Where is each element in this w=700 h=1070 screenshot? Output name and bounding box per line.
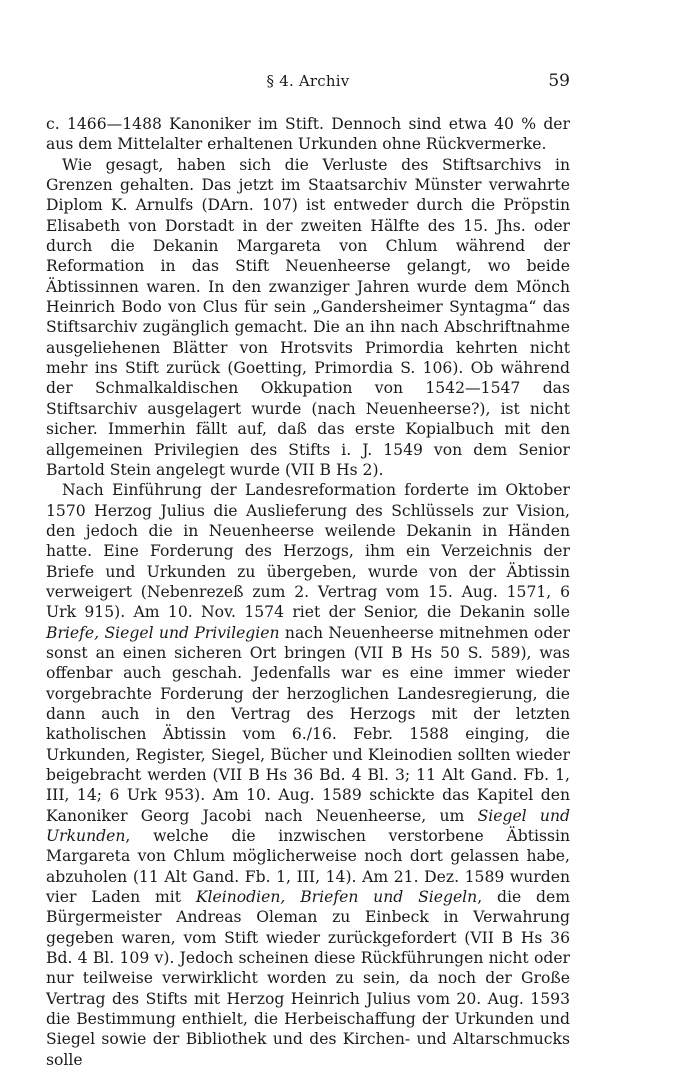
- text-run: Nach Einführung der Landesreformation forderte im Oktober 1570 Herzog Julius die Auslieferung des Schlüssels zur Vision, den jedoch die in Neuenheerse weilende Dekanin in Händen hatte. Eine Forderung des Herzogs, ihm ein Verzeichnis der Briefe und Urkunden zu übergeben, wurde von der Äbtissin verweigert (Nebenrezeß zum 2. Vertrag vom 15. Aug. 1571, 6 Urk 915). Am 10. Nov. 1574 riet der Senior, die Dekanin solle: [46, 481, 570, 622]
- italic-phrase: Kleinodien, Briefen und Siegeln: [195, 888, 478, 907]
- italic-phrase: Siegel und Urkunden: [46, 806, 570, 846]
- text-run: , die dem Bürgermeister Andreas Oleman zu Einbeck in Verwahrung gegeben waren, vom Stift wieder zurückgefordert (VII B Hs 36 Bd. 4 Bl. 109 v). Jedoch scheinen diese Rückführungen nicht oder nur teilweise verwirklicht worden zu sein, da noch der Große Vertrag des Stifts mit Herzog Heinrich Julius vom 20. Aug. 1593 die Bestimmung enthielt, die Herbeischaffung der Urkunden und Siegel sowie der Bibliothek und des Kirchen- und Altarschmucks solle: [46, 888, 571, 1069]
- paragraph-losses: [46, 155, 570, 481]
- page-number: 59: [548, 71, 570, 91]
- italic-phrase: Briefe, Siegel und Privilegien: [46, 623, 280, 642]
- text-run: , welche die inzwischen verstorbene Äbtissin Margareta von Chlum möglicherweise noch dort gelassen habe, abzuholen (11 Alt Gand. Fb. 1, III, 14). Am 21. Dez. 1589 wurden vier Laden mit: [46, 827, 570, 907]
- text-run: c. 1466—1488 Kanoniker im Stift. Dennoch sind etwa 40 % der aus dem Mittelalter erhaltenen Urkunden ohne Rückvermerke.: [46, 115, 570, 154]
- running-head: [46, 72, 570, 98]
- section-title: § 4. Archiv: [266, 72, 350, 90]
- body-text: [46, 114, 570, 1070]
- paragraph-continuation: [46, 114, 570, 155]
- text-run: nach Neuenheerse mitnehmen oder sonst an einen sicheren Ort bringen (VII B Hs 50 S. 589), was offenbar auch geschah. Jedenfalls war es eine immer wieder vorgebrachte Forderung der herzoglichen Landesregierung, die dann auch in den Vertrag des Herzogs mit der letzten katholischen Äbtissin vom 6./16. Febr. 1588 einging, die Urkunden, Register, Siegel, Bücher und Kleinodien sollten wieder beigebracht werden (VII B Hs 36 Bd. 4 Bl. 3; 11 Alt Gand. Fb. 1, III, 14; 6 Urk 953). Am 10. Aug. 1589 schickte das Kapitel den Kanoniker Georg Jacobi nach Neuenheerse, um: [46, 623, 570, 825]
- paragraph-reformation: [46, 480, 570, 1070]
- text-run: Wie gesagt, haben sich die Verluste des Stiftsarchivs in Grenzen gehalten. Das jetzt im Staatsarchiv Münster verwahrte Diplom K. Arnulfs (DArn. 107) ist entweder durch die Pröpstin Elisabeth von Dorstadt in der zweiten Hälfte des 15. Jhs. oder durch die Dekanin Margareta von Chlum während der Reformation in das Stift Neuenheerse gelangt, wo beide Äbtissinnen waren. In den zwanziger Jahren wurde dem Mönch Heinrich Bodo von Clus für sein „Gandersheimer Syntagma“ das Stiftsarchiv zugänglich gemacht. Die an ihn nach Abschriftnahme ausgeliehenen Blätter von Hrotsvits Primordia kehrten nicht mehr ins Stift zurück (Goetting, Primordia S. 106). Ob während der Schmalkaldischen Okkupation von 1542—1547 das Stiftsarchiv ausgelagert wurde (nach Neuenheerse?), ist nicht sicher. Immerhin fällt auf, daß das erste Kopialbuch mit den allgemeinen Privilegien des Stifts i. J. 1549 von dem Senior Bartold Stein angelegt wurde (VII B Hs 2).: [46, 155, 570, 479]
